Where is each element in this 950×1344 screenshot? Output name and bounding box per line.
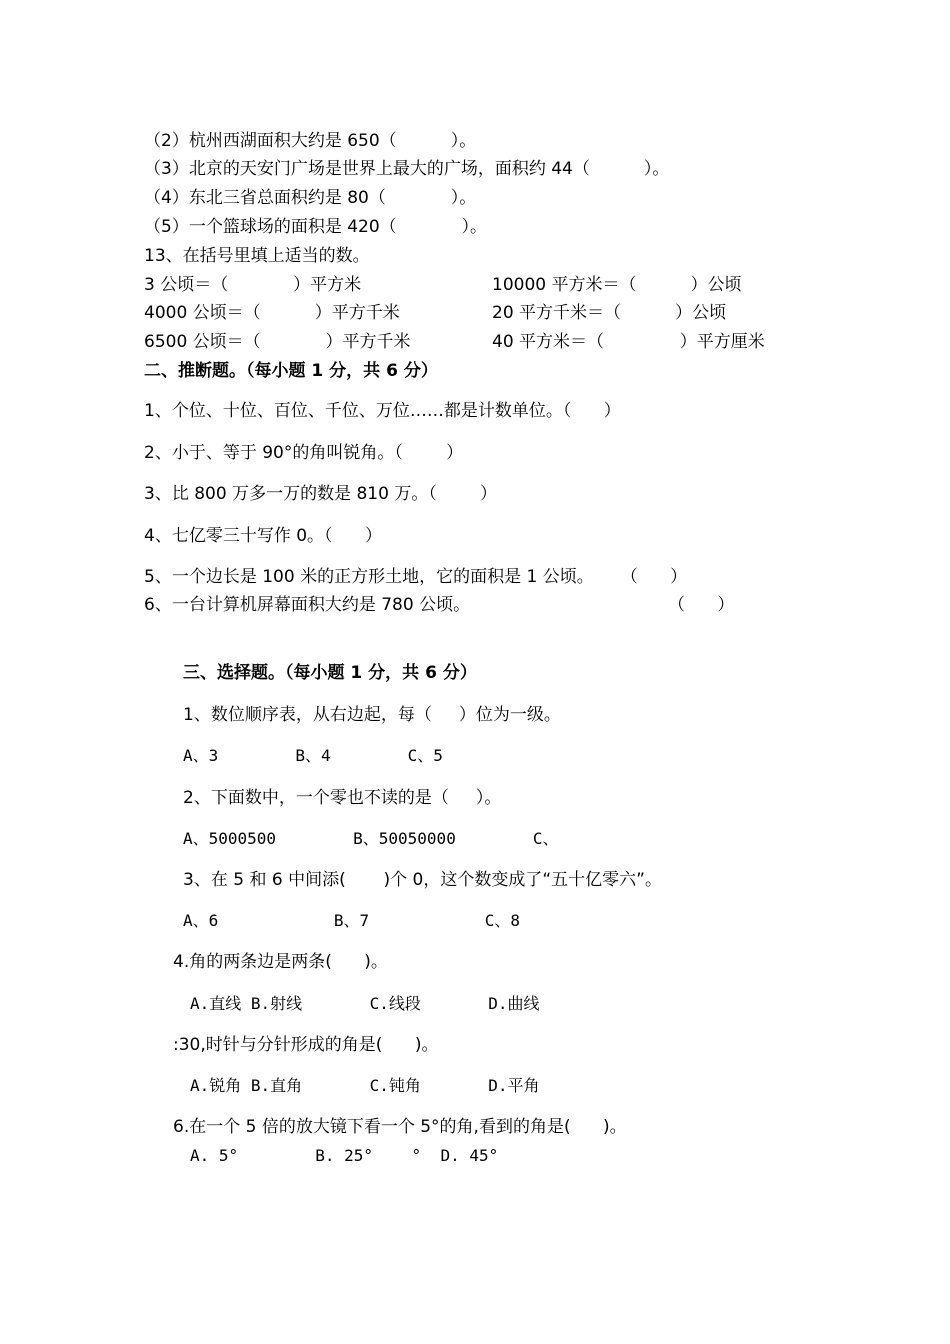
q13-right-1: 10000 平方米＝（ ）公顷 bbox=[492, 275, 742, 295]
judge-item-4: 4、七亿零三十写作 0。（ ） bbox=[144, 526, 382, 546]
judge-item-3: 3、比 800 万多一万的数是 810 万。（ ） bbox=[144, 484, 498, 504]
q13-right-3: 40 平方米＝（ ）平方厘米 bbox=[492, 332, 765, 352]
q13-right-2: 20 平方千米＝（ ）公顷 bbox=[492, 303, 727, 323]
q12-item-5: （5）一个篮球场的面积是 420（ ）。 bbox=[144, 217, 488, 237]
choice-q6-options: A. 5° B. 25° ° D. 45° bbox=[190, 1146, 499, 1165]
judge-item-6-paren: （ ） bbox=[668, 595, 735, 615]
choice-q3-options: A、6 B、7 C、8 bbox=[183, 911, 520, 930]
choice-q2-options: A、5000500 B、50050000 C、 bbox=[183, 829, 559, 848]
section-2-title: 二、推断题。（每小题 1 分，共 6 分） bbox=[144, 361, 438, 381]
choice-q4-options: A.直线 B.射线 C.线段 D.曲线 bbox=[190, 994, 540, 1013]
choice-q2: 2、下面数中，一个零也不读的是（ ）。 bbox=[183, 788, 502, 808]
q13-title: 13、在括号里填上适当的数。 bbox=[144, 246, 370, 266]
q12-item-3: （3）北京的天安门广场是世界上最大的广场，面积约 44（ ）。 bbox=[144, 159, 670, 179]
choice-q6: 6.在一个 5 倍的放大镜下看一个 5°的角,看到的角是( )。 bbox=[173, 1117, 627, 1137]
section-3-title: 三、选择题。（每小题 1 分，共 6 分） bbox=[183, 663, 477, 683]
choice-q5: :30,时针与分针形成的角是( )。 bbox=[173, 1035, 439, 1055]
q12-item-4: （4）东北三省总面积约是 80（ ）。 bbox=[144, 188, 477, 208]
q13-left-2: 4000 公顷＝（ ）平方千米 bbox=[144, 303, 400, 323]
q13-left-3: 6500 公顷＝（ ）平方千米 bbox=[144, 332, 411, 352]
choice-q5-options: A.锐角 B.直角 C.钝角 D.平角 bbox=[190, 1076, 540, 1095]
choice-q4: 4.角的两条边是两条( )。 bbox=[173, 952, 388, 972]
choice-q3: 3、在 5 和 6 中间添( )个 0，这个数变成了“五十亿零六”。 bbox=[183, 870, 662, 890]
judge-item-2: 2、小于、等于 90°的角叫锐角。（ ） bbox=[144, 443, 464, 463]
q12-item-2: （2）杭州西湖面积大约是 650（ ）。 bbox=[144, 131, 477, 151]
judge-item-6: 6、一台计算机屏幕面积大约是 780 公顷。 bbox=[144, 595, 471, 615]
choice-q1: 1、数位顺序表，从右边起，每（ ）位为一级。 bbox=[183, 705, 561, 725]
choice-q1-options: A、3 B、4 C、5 bbox=[183, 746, 443, 765]
judge-item-1: 1、个位、十位、百位、千位、万位……都是计数单位。（ ） bbox=[144, 401, 621, 421]
judge-item-5: 5、一个边长是 100 米的正方形土地，它的面积是 1 公顷。 （ ） bbox=[144, 567, 688, 587]
q13-left-1: 3 公顷＝（ ）平方米 bbox=[144, 275, 362, 295]
